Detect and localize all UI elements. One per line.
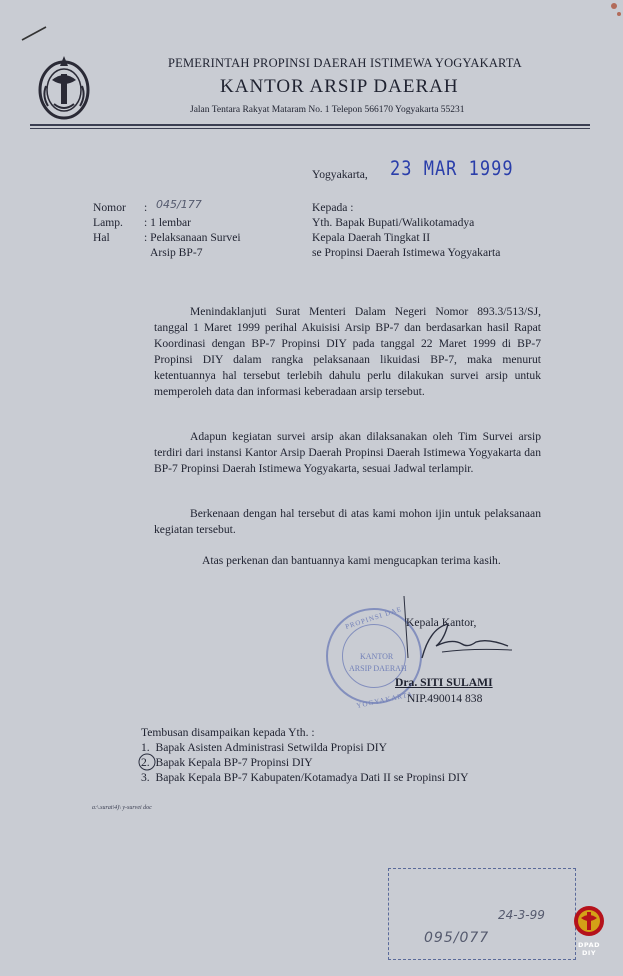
nomor-value: 045/177 <box>156 198 202 211</box>
dpad-logo-icon <box>572 904 606 942</box>
footer-file-reference: a:\.surat\4)\ y-survei doc <box>92 805 152 811</box>
recipient-line3: Kepala Daerah Tingkat II <box>312 231 431 244</box>
letterhead-rule <box>30 124 590 126</box>
seal-mid-text-2: ARSIP DAERAH <box>349 664 407 673</box>
coat-of-arms-logo <box>36 50 92 122</box>
hal-label: Hal <box>93 231 110 244</box>
letterhead-rule-thin <box>30 128 590 129</box>
dpad-logo-subtext: DIY <box>582 949 597 957</box>
seal-bottom-text: YOGYAKARTA <box>355 690 414 710</box>
cc-item: 3. Bapak Kepala BP-7 Kabupaten/Kotamadya Dati II se Propinsi DIY <box>141 771 469 784</box>
recipient-line4: se Propinsi Daerah Istimewa Yogyakarta <box>312 246 501 259</box>
pen-mark-icon <box>20 24 50 44</box>
nomor-label: Nomor <box>93 201 126 214</box>
cc-heading: Tembusan disampaikan kepada Yth. : <box>141 726 315 739</box>
cc-item: 2. Bapak Kepala BP-7 Propinsi DIY <box>141 756 313 769</box>
cc-item: 1. Bapak Asisten Administrasi Setwilda Propisi DIY <box>141 741 388 754</box>
signatory-name: Dra. SITI SULAMI <box>395 676 493 689</box>
body-paragraph-1: Menindaklanjuti Surat Menteri Dalam Negeri Nomor 893.3/513/SJ, tanggal 1 Maret 1999 perihal Akuisisi Arsip BP-7 dan berdasarkan hasil Rapat Koordinasi dengan BP-7 Propinsi DIY pada tanggal 22 Maret 1999 di BP-7 Propinsi DIY dalam rangka pelaksanaan likuidasi BP-7, maka menurut ketentuannya hal tersebut terlebih dahulu perlu dilakukan survei arsip untuk memperoleh data dan informasi keberadaan arsip tersebut. <box>154 305 541 398</box>
hal-value-1: : Pelaksanaan Survei <box>144 231 241 244</box>
body-paragraph-2: Adapun kegiatan survei arsip akan dilaksanakan oleh Tim Survei arsip terdiri dari instansi Kantor Arsip Daerah Propinsi Daerah Istimewa Yogyakarta dan BP-7 Propinsi Daerah Istimewa Yogyakarta, sesuai Jadwal terlampir. <box>154 430 541 475</box>
hal-value-2: Arsip BP-7 <box>150 246 203 259</box>
body-paragraph-4: Atas perkenan dan bantuannya kami mengucapkan terima kasih. <box>202 554 501 567</box>
handwritten-number: 095/077 <box>424 930 490 946</box>
lamp-label: Lamp. <box>93 216 123 229</box>
handwritten-signature-icon <box>392 588 522 674</box>
lamp-value: : 1 lembar <box>144 216 192 229</box>
signatory-nip: NIP.490014 838 <box>407 692 483 705</box>
letterhead-address: Jalan Tentara Rakyat Mataram No. 1 Telepon 566170 Yogyakarta 55231 <box>190 105 465 115</box>
letterhead-government: PEMERINTAH PROPINSI DAERAH ISTIMEWA YOGYAKARTA <box>168 56 522 70</box>
signature-title: Kepala Kantor, <box>406 616 477 629</box>
seal-mid-text-1: KANTOR <box>360 652 394 661</box>
circled-number-mark-icon <box>137 752 159 772</box>
page-edge-dots-icon <box>604 0 623 976</box>
recipient-line2: Yth. Bapak Bupati/Walikotamadya <box>312 216 475 229</box>
nomor-sep: : <box>144 201 148 214</box>
dpad-logo-text: DPAD <box>578 941 600 949</box>
receipt-stamp-box <box>388 868 576 960</box>
date-place: Yogyakarta, <box>312 168 368 181</box>
seal-top-text: PROPINSI DAE <box>344 605 404 631</box>
recipient-line1: Kepada : <box>312 201 354 214</box>
letterhead-office: KANTOR ARSIP DAERAH <box>220 76 459 97</box>
handwritten-date: 24-3-99 <box>498 908 545 922</box>
date-stamp: 23 MAR 1999 <box>390 157 514 181</box>
body-paragraph-3: Berkenaan dengan hal tersebut di atas kami mohon ijin untuk pelaksanaan kegiatan tersebut. <box>154 507 541 536</box>
